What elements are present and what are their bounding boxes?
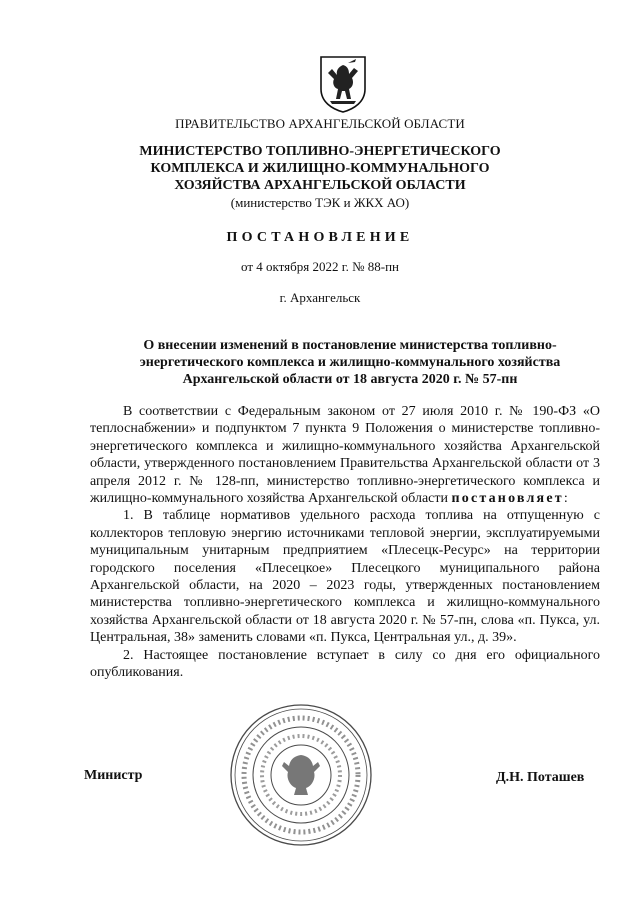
government-name: ПРАВИТЕЛЬСТВО АРХАНГЕЛЬСКОЙ ОБЛАСТИ <box>175 116 465 131</box>
official-seal-icon <box>226 700 376 850</box>
document-body <box>90 403 600 682</box>
ministry-name <box>0 143 640 211</box>
document-date-number: от 4 октября 2022 г. № 88-пн <box>241 259 399 274</box>
item-1-paragraph: 1. В таблице нормативов удельного расхода топлива на отпущенную с коллекторов тепловую энергию источниками тепловой энергии, эксплуатируемыми муниципальным унитарным предприятием «Плесецк-Ресурс» на территории городского поселения «Плесецкое» Плесецкого муниципального района Архангельской области, на 2020 – 2023 годы, утвержденных постановлением министерства топливно-энергетического комплекса и жилищно-коммунального хозяйства Архангельской области от 18 августа 2020 г. № 57-пн, слова «п. Пукса, ул. Центральная, 38» заменить словами «п. Пукса, Центральная ул., д. 39». <box>90 508 600 646</box>
signatory-position: Министр <box>84 768 143 783</box>
resolves-word: постановляет <box>451 491 564 507</box>
subject-line: О внесении изменений в постановление министерства топливно- <box>143 338 557 353</box>
ministry-name-line: МИНИСТЕРСТВО ТОПЛИВНО-ЭНЕРГЕТИЧЕСКОГО <box>139 144 501 159</box>
ministry-name-line: КОМПЛЕКСА И ЖИЛИЩНО-КОММУНАЛЬНОГО <box>150 161 490 176</box>
document-subject <box>90 337 610 388</box>
document-type: ПОСТАНОВЛЕНИЕ <box>226 230 414 245</box>
signatory-name: Д.Н. Поташев <box>496 770 585 785</box>
ministry-name-line: ХОЗЯЙСТВА АРХАНГЕЛЬСКОЙ ОБЛАСТИ <box>174 178 466 193</box>
ministry-abbreviation: (министерство ТЭК и ЖКХ АО) <box>230 195 410 210</box>
coat-of-arms-icon <box>318 55 368 113</box>
document-city: г. Архангельск <box>279 290 361 305</box>
subject-line: энергетического комплекса и жилищно-коммунального хозяйства <box>139 355 561 370</box>
preamble-paragraph <box>90 403 600 507</box>
subject-line: Архангельской области от 18 августа 2020 г. № 57-пн <box>182 372 518 387</box>
preamble-text: В соответствии с Федеральным законом от 27 июля 2010 г. № 190-ФЗ «О теплоснабжении» и подпунктом 7 пункта 9 Положения о министерстве топливно-энергетического комплекса и жилищно-коммунального хозяйства Архангельской области, утвержденного постановлением Правительства Архангельской области от 3 апреля 2012 г. № 128-пп, министерство топливно-энергетического комплекса и жилищно-коммунального хозяйства Архангельской области <box>90 404 600 507</box>
resolves-colon: : <box>563 491 568 507</box>
item-2-paragraph: 2. Настоящее постановление вступает в силу со дня его официального опубликования. <box>90 647 600 681</box>
